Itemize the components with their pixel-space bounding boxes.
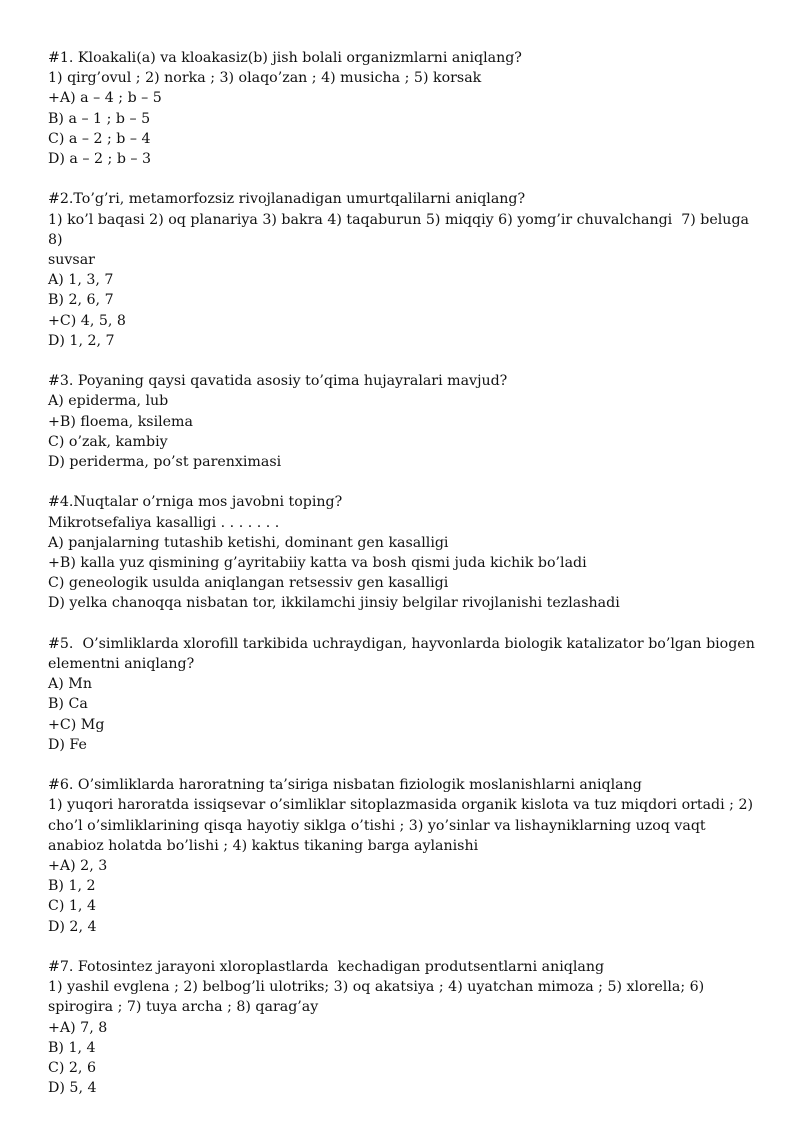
question-detail: cho’l o’simliklarining qisqa hayotiy siklga o’tishi ; 3) yo’sinlar va lishayniklarning uzoq vaqt (48, 817, 706, 834)
answer-option: A) 1, 3, 7 (48, 272, 114, 289)
answer-option: +B) floema, ksilema (48, 413, 193, 430)
question-detail: suvsar (48, 252, 95, 269)
question-6 (48, 775, 760, 937)
answer-option: A) Mn (48, 676, 92, 693)
question-3 (48, 371, 760, 472)
question-detail: anabioz holatda bo’lishi ; 4) kaktus tikaning barga aylanishi (48, 837, 479, 854)
question-5 (48, 634, 760, 755)
question-detail: elementni aniqlang? (48, 656, 195, 673)
question-text: #1. Kloakali(a) va kloakasiz(b) jish bolali organizmlarni aniqlang? (48, 50, 522, 66)
question-text: #2.To’g’ri, metamorfozsiz rivojlanadigan umurtqalilarni aniqlang? (48, 191, 526, 208)
answer-option: A) panjalarning tutashib ketishi, dominant gen kasalligi (48, 534, 449, 551)
question-text: #3. Poyaning qaysi qavatida asosiy to’qima hujayralari mavjud? (48, 373, 508, 390)
answer-option: D) 1, 2, 7 (48, 332, 115, 349)
answer-option: B) Ca (48, 696, 88, 713)
answer-option: D) periderma, po’st parenximasi (48, 454, 282, 471)
question-text: #7. Fotosintez jarayoni xloroplastlarda kechadigan produtsentlarni aniqlang (48, 959, 605, 976)
answer-option: B) 1, 4 (48, 1039, 96, 1056)
answer-option: +A) a – 4 ; b – 5 (48, 90, 162, 107)
question-7 (48, 957, 760, 1098)
answer-option: A) epiderma, lub (48, 393, 169, 410)
question-detail: 1) qirg’ovul ; 2) norka ; 3) olaqo’zan ; 4) musicha ; 5) korsak (48, 70, 482, 87)
answer-option: C) a – 2 ; b – 4 (48, 130, 151, 147)
question-detail: spirogira ; 7) tuya archa ; 8) qarag’ay (48, 999, 319, 1016)
question-text: #4.Nuqtalar o’rniga mos javobni toping? (48, 494, 343, 511)
answer-option: B) a – 1 ; b – 5 (48, 110, 151, 127)
answer-option: D) 2, 4 (48, 918, 97, 935)
answer-option: +B) kalla yuz qismining g’ayritabiiy katta va bosh qismi juda kichik bo’ladi (48, 555, 587, 572)
answer-option: +A) 2, 3 (48, 858, 108, 875)
answer-option: C) o’zak, kambiy (48, 433, 168, 450)
question-detail: 1) yashil evglena ; 2) belbog’li ulotriks; 3) oq akatsiya ; 4) uyatchan mimoza ; 5) xlorella; 6) (48, 979, 705, 996)
question-text: #5. O’simliklarda xlorofill tarkibida uchraydigan, hayvonlarda biologik katalizator bo’lgan biogen (48, 635, 755, 652)
answer-option: D) yelka chanoqqa nisbatan tor, ikkilamchi jinsiy belgilar rivojlanishi tezlashadi (48, 595, 620, 612)
question-text: #6. O’simliklarda haroratning ta’siriga nisbatan fiziologik moslanishlarni aniqlang (48, 777, 642, 794)
answer-option: D) a – 2 ; b – 3 (48, 151, 152, 168)
question-detail: 1) yuqori haroratda issiqsevar o’simliklar sitoplazmasida organik kislota va tuz miqdori ortadi ; 2) (48, 797, 754, 814)
question-4 (48, 492, 760, 613)
answer-option: C) geneologik usulda aniqlangan retsessiv gen kasalligi (48, 575, 449, 592)
answer-option: +C) 4, 5, 8 (48, 312, 126, 329)
answer-option: C) 2, 6 (48, 1060, 96, 1077)
answer-option: D) 5, 4 (48, 1080, 97, 1097)
question-detail: 1) ko’l baqasi 2) oq planariya 3) bakra 4) taqaburun 5) miqqiy 6) yomg’ir chuvalchangi 7) beluga 8) (48, 211, 754, 248)
answer-option: +C) Mg (48, 716, 105, 733)
answer-option: C) 1, 4 (48, 898, 96, 915)
answer-option: B) 2, 6, 7 (48, 292, 114, 309)
question-detail: Mikrotsefaliya kasalligi . . . . . . . (48, 514, 280, 531)
question-1 (48, 48, 760, 169)
answer-option: D) Fe (48, 736, 87, 753)
answer-option: B) 1, 2 (48, 878, 96, 895)
answer-option: +A) 7, 8 (48, 1019, 108, 1036)
question-2 (48, 189, 760, 351)
